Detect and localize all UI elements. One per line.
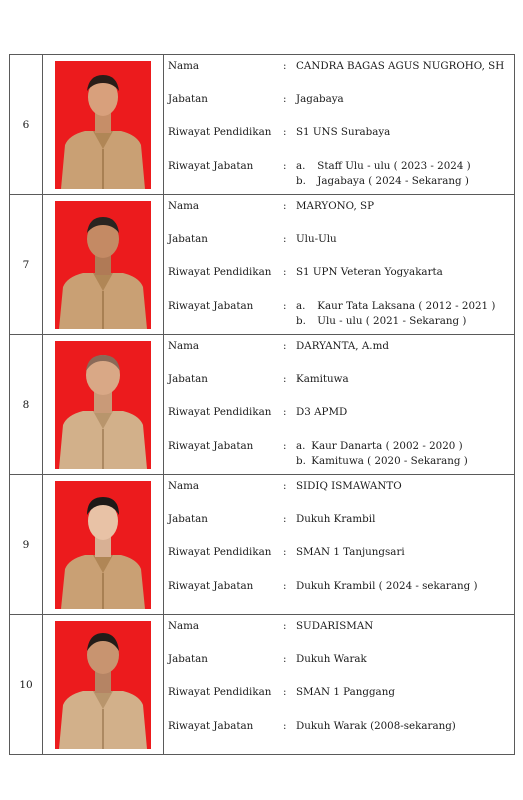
label-history: Riwayat Jabatan xyxy=(168,720,254,732)
value-name: MARYONO, SP xyxy=(296,200,375,212)
label-education: Riwayat Pendidikan xyxy=(168,686,272,698)
history-item: a. Kaur Danarta ( 2002 - 2020 ) xyxy=(296,440,463,452)
portrait-figure xyxy=(55,481,151,609)
label-history: Riwayat Jabatan xyxy=(168,300,254,312)
label-education: Riwayat Pendidikan xyxy=(168,406,272,418)
portrait-photo xyxy=(55,61,151,189)
value-education: SMAN 1 Tanjungsari xyxy=(296,546,405,558)
colon: : xyxy=(283,266,287,278)
colon: : xyxy=(283,513,287,525)
colon: : xyxy=(283,546,287,558)
row-number: 8 xyxy=(10,335,43,475)
value-name: SIDIQ ISMAWANTO xyxy=(296,480,402,492)
label-education: Riwayat Pendidikan xyxy=(168,126,272,138)
table-row xyxy=(10,615,515,755)
colon: : xyxy=(283,233,287,245)
colon: : xyxy=(283,580,287,592)
value-name: SUDARISMAN xyxy=(296,620,374,632)
colon: : xyxy=(283,480,287,492)
value-education: S1 UPN Veteran Yogyakarta xyxy=(296,266,443,278)
label-name: Nama xyxy=(168,200,200,212)
value-education: SMAN 1 Panggang xyxy=(296,686,395,698)
label-position: Jabatan xyxy=(168,653,208,665)
portrait-figure xyxy=(55,621,151,749)
label-name: Nama xyxy=(168,620,200,632)
colon: : xyxy=(283,373,287,385)
value-position: Dukuh Warak xyxy=(296,653,367,665)
colon: : xyxy=(283,160,287,172)
value-history: Dukuh Krambil ( 2024 - sekarang ) xyxy=(296,580,478,592)
table-row xyxy=(10,55,515,195)
label-name: Nama xyxy=(168,480,200,492)
table-row xyxy=(10,195,515,335)
colon: : xyxy=(283,200,287,212)
value-position: Kamituwa xyxy=(296,373,349,385)
label-position: Jabatan xyxy=(168,233,208,245)
history-list xyxy=(296,439,468,469)
label-education: Riwayat Pendidikan xyxy=(168,266,272,278)
value-position: Ulu-Ulu xyxy=(296,233,337,245)
value-history: Dukuh Warak (2008-sekarang) xyxy=(296,720,456,732)
label-history: Riwayat Jabatan xyxy=(168,580,254,592)
label-name: Nama xyxy=(168,340,200,352)
colon: : xyxy=(283,440,287,452)
history-list xyxy=(296,159,471,189)
label-history: Riwayat Jabatan xyxy=(168,160,254,172)
portrait-figure xyxy=(55,201,151,329)
value-position: Dukuh Krambil xyxy=(296,513,376,525)
colon: : xyxy=(283,686,287,698)
history-item: b. Kamituwa ( 2020 - Sekarang ) xyxy=(296,455,468,467)
colon: : xyxy=(283,300,287,312)
table-row xyxy=(10,335,515,475)
row-number: 6 xyxy=(10,55,43,195)
value-education: D3 APMD xyxy=(296,406,348,418)
colon: : xyxy=(283,406,287,418)
colon: : xyxy=(283,340,287,352)
label-education: Riwayat Pendidikan xyxy=(168,546,272,558)
colon: : xyxy=(283,720,287,732)
colon: : xyxy=(283,60,287,72)
portrait-photo xyxy=(55,621,151,749)
history-list xyxy=(296,299,495,329)
label-position: Jabatan xyxy=(168,93,208,105)
label-name: Nama xyxy=(168,60,200,72)
history-item: a. Staff Ulu - ulu ( 2023 - 2024 ) xyxy=(296,160,471,172)
value-position: Jagabaya xyxy=(296,93,344,105)
label-position: Jabatan xyxy=(168,513,208,525)
table-row xyxy=(10,475,515,615)
colon: : xyxy=(283,126,287,138)
portrait-figure xyxy=(55,61,151,189)
label-history: Riwayat Jabatan xyxy=(168,440,254,452)
label-position: Jabatan xyxy=(168,373,208,385)
staff-table xyxy=(9,54,515,755)
value-name: CANDRA BAGAS AGUS NUGROHO, SH xyxy=(296,60,505,72)
portrait-photo xyxy=(55,341,151,469)
history-item: b. Ulu - ulu ( 2021 - Sekarang ) xyxy=(296,315,467,327)
portrait-figure xyxy=(55,341,151,469)
row-number: 7 xyxy=(10,195,43,335)
colon: : xyxy=(283,93,287,105)
value-education: S1 UNS Surabaya xyxy=(296,126,391,138)
colon: : xyxy=(283,653,287,665)
value-name: DARYANTA, A.md xyxy=(296,340,389,352)
row-number: 10 xyxy=(10,615,43,755)
colon: : xyxy=(283,620,287,632)
portrait-photo xyxy=(55,481,151,609)
history-item: a. Kaur Tata Laksana ( 2012 - 2021 ) xyxy=(296,300,496,312)
history-item: b. Jagabaya ( 2024 - Sekarang ) xyxy=(296,175,469,187)
row-number: 9 xyxy=(10,475,43,615)
portrait-photo xyxy=(55,201,151,329)
